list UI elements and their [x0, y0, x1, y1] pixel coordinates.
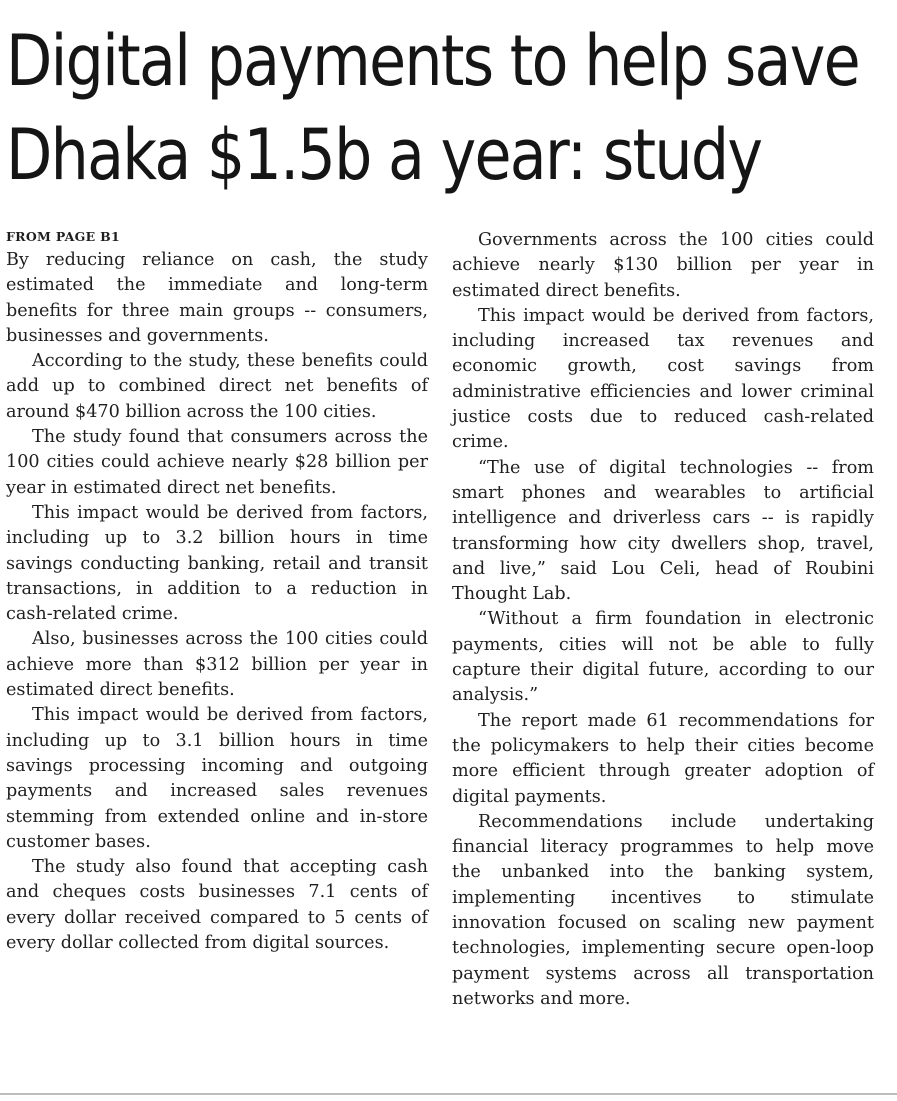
paragraph: The report made 61 recommendations for the policymakers to help their cities become more efficient through greater adoption of digital payments. [452, 710, 874, 807]
paragraph: This impact would be derived from factors, including up to 3.1 billion hours in time savings processing incoming and outgoing payments and increased sales revenues stemming from extended online and in-store customer bases. [6, 705, 428, 852]
paragraph: This impact would be derived from factors, including up to 3.2 billion hours in time savings conducting banking, retail and transit transactions, in addition to a reduction in cash-related crime. [6, 502, 428, 625]
headline-line-2: Dhaka $1.5b a year: study [6, 114, 762, 196]
paragraph: The study also found that accepting cash and cheques costs businesses 7.1 cents of every dollar received compared to 5 cents of every dollar collected from digital sources. [6, 857, 428, 954]
paragraph: Governments across the 100 cities could achieve nearly $130 billion per year in estimated direct benefits. [452, 230, 874, 301]
paragraph: By reducing reliance on cash, the study estimated the immediate and long-term benefits for three main groups -- consumers, businesses and governments. [6, 250, 428, 346]
left-column [6, 226, 428, 956]
paragraph: According to the study, these benefits could add up to combined direct net benefits of around $470 billion across the 100 cities. [6, 351, 428, 422]
right-column [452, 228, 874, 1012]
paragraph: This impact would be derived from factors, including increased tax revenues and economic growth, cost savings from administrative efficiencies and lower criminal justice costs due to reduced cash-related crime. [452, 305, 874, 453]
continuation-kicker: FROM PAGE B1 [6, 229, 120, 244]
paragraph: “The use of digital technologies -- from smart phones and wearables to artificial intelligence and driverless cars -- is rapidly transforming how city dwellers shop, travel, and live,” said Lou Celi, head of Roubini Thought Lab. [452, 457, 874, 605]
paragraph: “Without a firm foundation in electronic payments, cities will not be able to fully capture their digital future, according to our analysis.” [452, 609, 874, 706]
paragraph: The study found that consumers across the 100 cities could achieve nearly $28 billion per year in estimated direct net benefits. [6, 427, 428, 498]
article-headline [6, 14, 859, 202]
paragraph: Also, businesses across the 100 cities could achieve more than $312 billion per year in estimated direct benefits. [6, 629, 428, 701]
headline-line-1: Digital payments to help save [6, 20, 859, 102]
paragraph: Recommendations include undertaking financial literacy programmes to help move the unbanked into the banking system, implementing incentives to stimulate innovation focused on scaling new payment technologies, implementing secure open-loop payment systems across all transportation networks and more. [452, 811, 874, 1009]
bottom-rule [0, 1093, 897, 1095]
